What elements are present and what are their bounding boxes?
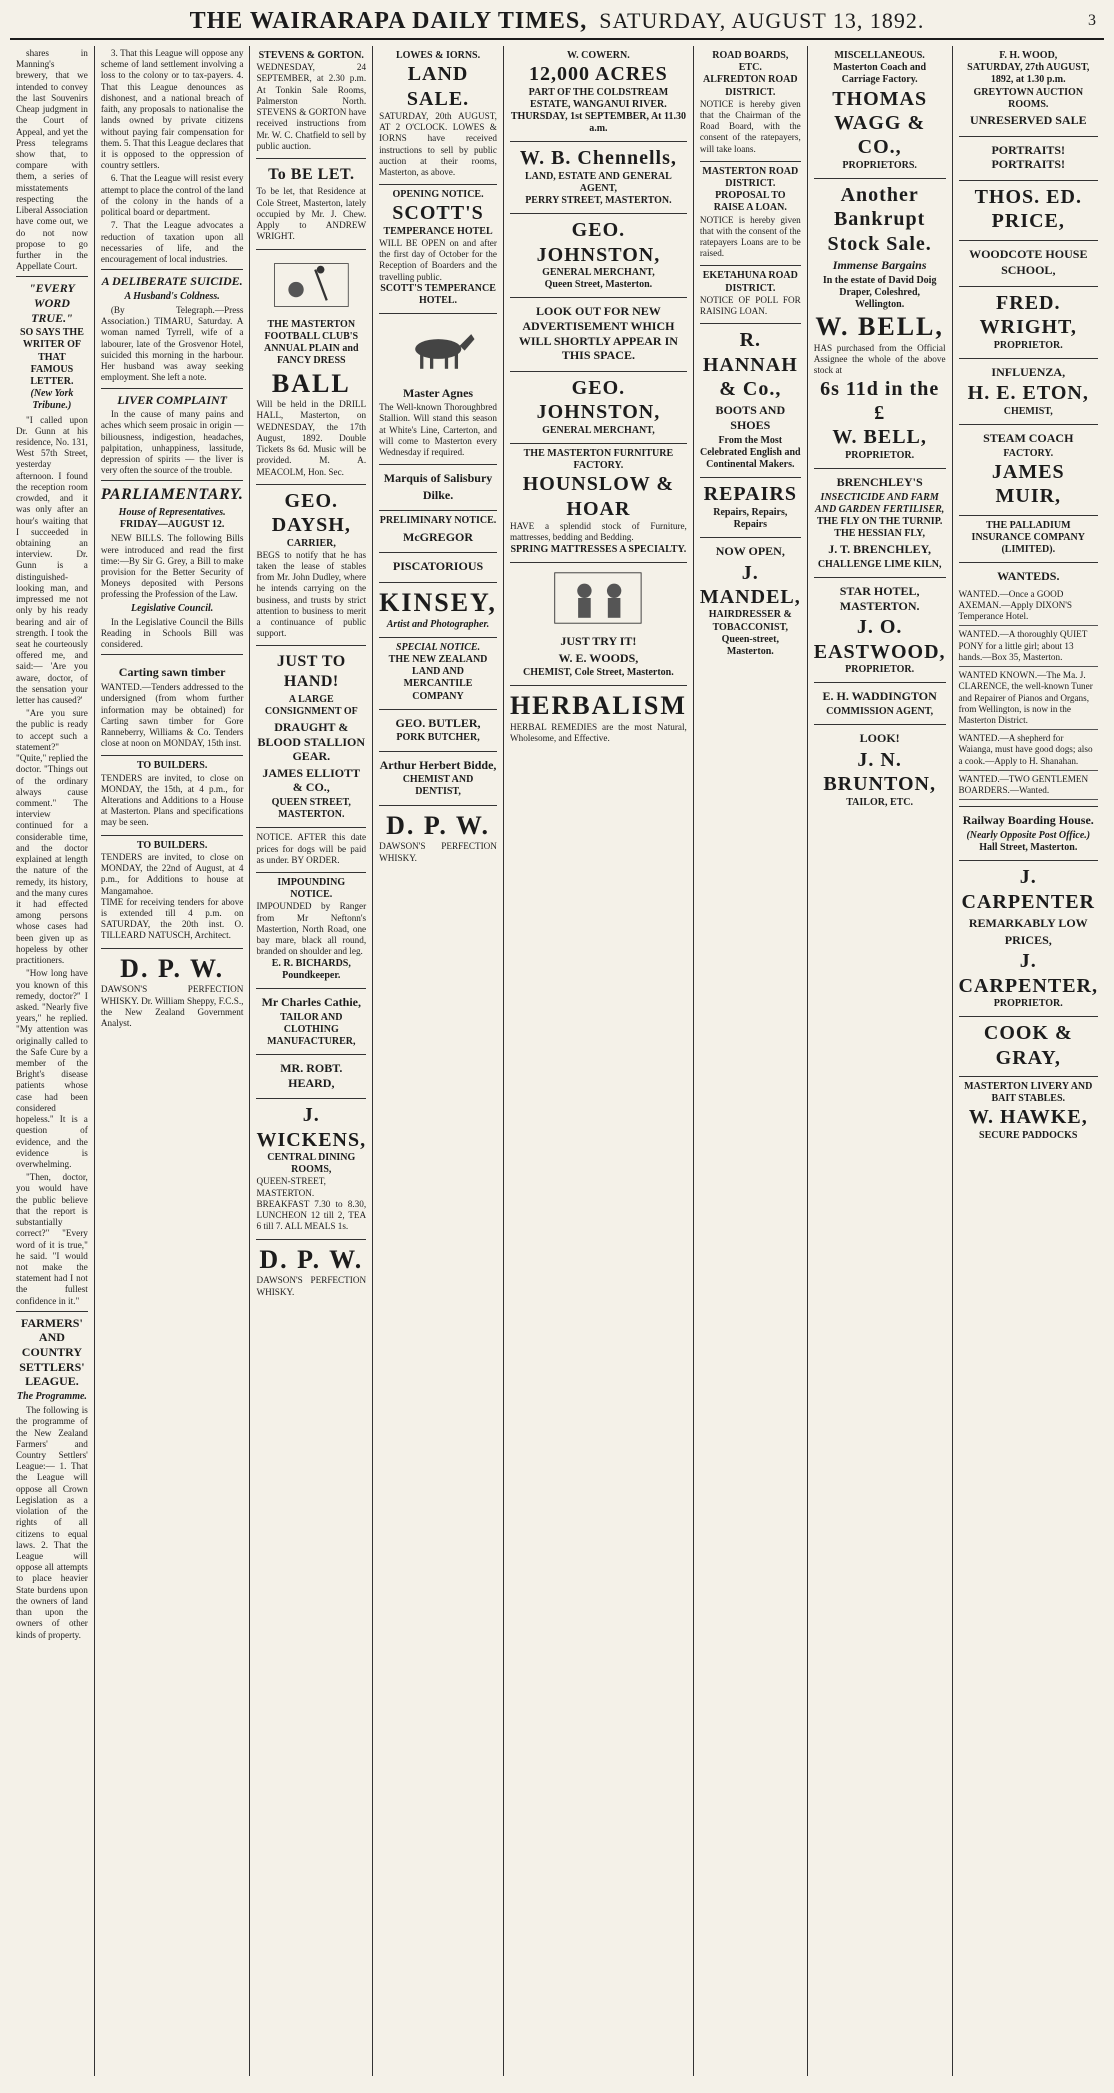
article-text: "Are you sure the public is ready to accept such a statement?" "Quite," replied the doctor. "Things out of the ordinary always cause comment." The interview continued for a considerable time, and the doctor explained at length the nature of the remedy, its history, and the many cures it had effected among persons whose cases had been given up as hopeless by other practitioners. bbox=[16, 708, 88, 966]
ad-display: THOMAS WAGG & CO., bbox=[832, 87, 928, 159]
ad-bidde bbox=[379, 752, 497, 806]
ad-heading: THE PALLADIUM INSURANCE COMPANY (LIMITED). bbox=[971, 519, 1085, 555]
ad-subheading: Masterton Coach and Carriage Factory. bbox=[833, 62, 927, 86]
ad-subheading: INSECTICIDE AND FARM AND GARDEN FERTILISER, bbox=[815, 491, 945, 515]
ad-display: GEO. JOHNSTON, bbox=[536, 376, 661, 424]
ad-text: WANTED.—Tenders addressed to the undersigned (from whom further information may be obtained) for Carting sawn timber for Gore Ranneberry, Williams & Co. Tenders close at noon on MONDAY, 15th inst. bbox=[100, 682, 244, 749]
ad-hawke bbox=[959, 1077, 1098, 1148]
ad-text: The Well-known Thoroughbred Stallion. Will stand this season at White's Line, Carterton, and will come to Masterton every Wednesday if required. bbox=[379, 402, 497, 458]
ad-text: Queen-street, Masterton. bbox=[721, 633, 779, 657]
ad-text: HAS purchased from the Official Assignee the whole of the above stock at bbox=[813, 343, 946, 376]
ad-subheading: PART OF THE COLDSTREAM ESTATE, WANGANUI RIVER. bbox=[528, 86, 669, 110]
ad-heading: Dilke. bbox=[422, 487, 454, 502]
article-heading: LIVER COMPLAINT bbox=[117, 392, 227, 407]
issue-date: SATURDAY, AUGUST 13, 1892. bbox=[599, 8, 925, 33]
ad-whisky bbox=[101, 949, 244, 1036]
ad-johnston bbox=[510, 214, 687, 298]
ad-text: NOTICE is hereby given that with the consent of the ratepayers Loans are to be raised. bbox=[699, 214, 801, 259]
ad-text: WILL BE OPEN on and after the first day of October for the Reception of Boarders and the travelling public. bbox=[379, 238, 497, 282]
ad-display: GEO. JOHNSTON, bbox=[536, 219, 661, 266]
ad-kinsey bbox=[379, 583, 497, 638]
ad-display: W. BELL, bbox=[815, 312, 944, 342]
ad-tenders bbox=[101, 756, 244, 835]
ad-text: E. R. BICHARDS, Poundkeeper. bbox=[271, 957, 351, 981]
ad-heading: LOWES & IORNS. bbox=[395, 50, 481, 61]
ad-display: KINSEY, bbox=[379, 587, 497, 617]
ad-heading: STAR HOTEL, MASTERTON. bbox=[839, 584, 920, 613]
ad-muir bbox=[959, 425, 1098, 516]
ad-heading: Master Agnes bbox=[402, 385, 474, 400]
ad-herbalism bbox=[510, 686, 687, 750]
ad-carpenter bbox=[959, 861, 1098, 1017]
ad-text: NOTICE OF POLL FOR RAISING LOAN. bbox=[699, 294, 801, 317]
ad-subheading: PORK BUTCHER, bbox=[396, 732, 480, 744]
wanted-item: WANTED.—A thoroughly QUIET PONY for a little girl; about 13 hands.—Box 35, Masterton. bbox=[959, 626, 1098, 667]
ad-stallion bbox=[379, 314, 497, 465]
ad-furniture bbox=[510, 444, 687, 563]
ad-scotts bbox=[379, 185, 497, 314]
ad-bankrupt bbox=[814, 179, 946, 469]
ad-text: NOTICE. AFTER this date prices for dogs will be paid as under. BY ORDER. bbox=[256, 832, 367, 865]
ad-tenders bbox=[101, 836, 244, 949]
ad-cook-gray bbox=[959, 1017, 1098, 1077]
wanted-item: WANTED.—A shepherd for Waianga, must have good dogs; also a cook.—Apply to H. Shanahan. bbox=[959, 730, 1098, 771]
column-7 bbox=[808, 46, 953, 2076]
ad-heading: LOOK! bbox=[859, 731, 900, 746]
ad-heading: W. COWERN. bbox=[567, 50, 630, 61]
council-heading: Legislative Council. bbox=[131, 602, 214, 614]
ad-heading: F. H. WOOD, bbox=[999, 50, 1058, 61]
ad-text: Queen Street, Masterton. bbox=[544, 279, 653, 291]
column-2 bbox=[95, 46, 251, 2076]
ad-heading: MISCELLANEOUS. bbox=[834, 50, 925, 61]
article-text: 6. That the League will resist every attempt to place the control of the land of the colony in the hands of a political board or department. bbox=[100, 173, 244, 218]
ad-subheading: ALFREDTON ROAD DISTRICT. bbox=[703, 74, 798, 98]
ad-heading: WANTEDS. bbox=[997, 569, 1060, 584]
article-text: shares in Manning's brewery, that we intended to convey the last Souvenirs Cheap judgment in the Court of Appeal, and yet the Press telegrams show that, to compare with them, a series of misstatements respecting the Liberal Association have come out, we do not now propose to go further in the Appellate Court. bbox=[16, 48, 88, 272]
ad-heading: BRENCHLEY'S bbox=[836, 475, 923, 490]
ad-heading: Immense Bargains bbox=[832, 258, 927, 273]
article-source: (New York Tribune.) bbox=[30, 388, 74, 412]
ad-text: PROPRIETOR. bbox=[845, 664, 915, 676]
ad-subheading: A LARGE CONSIGNMENT OF bbox=[264, 693, 358, 717]
ad-butler bbox=[379, 710, 497, 752]
ad-text: GREYTOWN AUCTION ROOMS. bbox=[973, 86, 1084, 110]
ad-hannah bbox=[700, 324, 801, 478]
ad-text: From the Most Celebrated English and Continental Makers. bbox=[700, 434, 801, 471]
ad-display: JAMES MUIR, bbox=[991, 460, 1065, 508]
ad-text: DAWSON'S PERFECTION WHISKY. bbox=[379, 841, 497, 863]
ad-wood bbox=[959, 46, 1098, 137]
article-text: In the cause of many pains and aches which seem prosaic in origin — biliousness, indigestion, headaches, palpitation, unhappiness, lassitude, depression of spirits — the liver is very often the source of the trouble. bbox=[100, 409, 244, 476]
council-text: In the Legislative Council the Bills Reading in Schools Bill was considered. bbox=[100, 616, 244, 650]
article-subheading: A Husband's Coldness. bbox=[124, 290, 220, 302]
cartoon-illustration bbox=[536, 571, 660, 625]
ad-display: FRED. WRIGHT, bbox=[979, 291, 1077, 339]
ad-display: R. HANNAH & Co., bbox=[702, 329, 798, 401]
ad-display: J. CARPENTER bbox=[961, 866, 1095, 913]
ad-brunton bbox=[814, 725, 946, 815]
ad-chennells bbox=[510, 142, 687, 214]
ad-text: Repairs, Repairs, Repairs bbox=[713, 506, 788, 530]
ad-heading: PROPOSAL TO RAISE A LOAN. bbox=[713, 190, 787, 214]
horse-illustration bbox=[397, 322, 479, 376]
ad-display: J. MANDEL, bbox=[699, 561, 801, 609]
parliament-heading: PARLIAMENTARY. bbox=[100, 486, 244, 504]
ad-display: REPAIRS bbox=[703, 483, 797, 506]
ad-display: D. P. W. bbox=[120, 953, 225, 983]
ad-johnston bbox=[510, 372, 687, 444]
ad-road-boards bbox=[700, 46, 801, 162]
ad-piscatorious bbox=[379, 553, 497, 583]
masthead bbox=[10, 8, 1104, 40]
ad-subheading: LAND, ESTATE AND GENERAL AGENT, bbox=[524, 170, 672, 194]
ad-cathie bbox=[256, 989, 366, 1055]
article-text: "I called upon Dr. Gunn at his residence, No. 131, West 57th Street, yesterday afternoon. I found the reception room crowded, and it was only after an hour's waiting that I succeeded in obtaining an interview. Dr. Gunn is a distinguished-looking man, and impressed me not only by his ready bearing and air of strength. I took the seat he courteously offered me, and said:— 'Are you aware, doctor, of the sensation your letter has caused?' bbox=[16, 414, 88, 706]
ad-text: SECURE PADDOCKS bbox=[979, 1129, 1078, 1141]
ad-subheading: JAMES ELLIOTT & CO., bbox=[262, 765, 361, 795]
ad-display: J. CARPENTER, bbox=[958, 950, 1098, 997]
ad-price bbox=[959, 181, 1098, 241]
ad-to-let bbox=[256, 159, 366, 250]
ad-subheading: HAIRDRESSER & TOBACCONIST, bbox=[708, 609, 792, 633]
ad-subheading: TEMPERANCE HOTEL bbox=[383, 225, 493, 237]
ad-text: QUEEN-STREET, MASTERTON. BREAKFAST 7.30 to 8.30, LUNCHEON 12 till 2, TEA 6 till 7. ALL MEALS 1s. bbox=[256, 1176, 367, 1232]
article-heading: "EVERY WORD TRUE." bbox=[29, 281, 75, 325]
ad-text: To be let, that Residence at Cole Street, Masterton, lately occupied by Mr. J. Chew. Apply to ANDREW WRIGHT. bbox=[256, 186, 367, 242]
ad-heading: IMPOUNDING NOTICE. bbox=[277, 877, 346, 901]
ad-woodcote bbox=[959, 241, 1098, 287]
ad-subheading: GENERAL MERCHANT, bbox=[542, 424, 655, 436]
ad-text: HAVE a splendid stock of Furniture, mattresses, bedding and Bedding. bbox=[509, 521, 687, 543]
ad-heading: To BE LET. bbox=[268, 165, 355, 183]
ad-display: Another Bankrupt Stock Sale. bbox=[827, 183, 932, 255]
ad-subheading: CHEMIST AND DENTIST, bbox=[402, 774, 474, 798]
ad-heading: J. T. BRENCHLEY, bbox=[828, 542, 932, 557]
ad-text: THE HESSIAN FLY, bbox=[834, 528, 925, 540]
column-1 bbox=[10, 46, 95, 2076]
ad-display: J. WICKENS, bbox=[256, 1104, 367, 1151]
ad-text: In the estate of David Doig Draper, Coleshred, Wellington. bbox=[822, 274, 937, 311]
ad-marquis bbox=[379, 465, 497, 511]
ad-display: W. HAWKE, bbox=[968, 1106, 1088, 1129]
ad-heading: SCHOOL, bbox=[1001, 263, 1056, 278]
ad-heading: INFLUENZA, bbox=[991, 364, 1066, 379]
column-6 bbox=[694, 46, 808, 2076]
ad-elliott bbox=[256, 646, 366, 828]
ad-display: THOS. ED. PRICE, bbox=[974, 185, 1082, 233]
ad-lookout bbox=[510, 298, 687, 372]
column-8 bbox=[953, 46, 1104, 2076]
ad-text: QUEEN STREET, MASTERTON. bbox=[271, 797, 351, 821]
ad-wanteds bbox=[959, 563, 1098, 807]
ad-text: PROPRIETOR. bbox=[993, 998, 1063, 1010]
ad-text: NOTICE is hereby given that the Chairman of the Road Board, with the consent of the ratepayers, will take loans. bbox=[699, 98, 801, 154]
ad-text: SATURDAY, 27th AUGUST, 1892, at 1.30 p.m. bbox=[967, 62, 1090, 86]
ad-text: Will be held in the DRILL HALL, Masterton, on WEDNESDAY, the 17th August, 1892. Double Tickets 8s 6d. Music will be provided. M. A. MEACOLM, Hon. Sec. bbox=[256, 399, 367, 477]
page-number: 3 bbox=[1088, 12, 1096, 29]
ad-wright bbox=[959, 287, 1098, 359]
ad-eketahuna bbox=[700, 266, 801, 324]
ad-ball bbox=[256, 250, 366, 485]
ad-display: H. E. ETON, bbox=[967, 382, 1089, 405]
article-text: 3. That this League will oppose any scheme of land settlement involving a loss to the colony or to tax-payers. 4. That this League denounces as dishonest, and a national breach of faith, any proposals to nationalise the lands owned by private citizens without paying fair compensation for them. 5. That this League declares that it is opposed to the oppression of country settlers. bbox=[100, 48, 244, 171]
ad-display: D. P. W. bbox=[259, 1244, 364, 1274]
article-text: (By Telegraph.—Press Association.) TIMARU, Saturday. A woman named Tyrrell, wife of a labourer, late of the Grosvenor Hotel, suicided this morning in the harbour. Her husband was away seeking employment. She left a note. bbox=[100, 304, 244, 383]
ad-text: Hall Street, Masterton. bbox=[979, 842, 1078, 854]
ad-heading: WOODCOTE HOUSE bbox=[969, 246, 1088, 261]
ad-heading: PRELIMINARY NOTICE. bbox=[379, 515, 497, 527]
ad-palladium bbox=[959, 516, 1098, 564]
ad-heading: Mr Charles Cathie, bbox=[261, 994, 361, 1009]
ad-mcgregor bbox=[379, 511, 497, 553]
ad-text: THURSDAY, 1st SEPTEMBER, At 11.30 a.m. bbox=[510, 110, 686, 135]
ad-notice bbox=[256, 828, 366, 873]
article-text: "How long have you known of this remedy, doctor?" I asked. "Nearly five years," he replied. "My attention was originally called to the Safe Cure by a member of the Bright's disease patients whose case had been considered hopeless." It is a question of evidence, and the evidence is overwhelming. bbox=[16, 968, 88, 1169]
ad-text: TENDERS are invited, to close on MONDAY, the 22nd of August, at 4 p.m., for Additions to house at Mangamahoe. bbox=[100, 851, 244, 896]
ad-heading: JUST TRY IT! bbox=[560, 633, 637, 648]
ad-woods bbox=[510, 563, 687, 687]
ad-heading: MASTERTON LIVERY AND BAIT STABLES. bbox=[964, 1081, 1093, 1105]
ad-heading: Carting sawn timber bbox=[118, 665, 226, 680]
ad-text: DAWSON'S PERFECTION WHISKY. bbox=[256, 1275, 367, 1297]
league-heading: FARMERS' AND COUNTRY SETTLERS' LEAGUE. bbox=[19, 1315, 85, 1389]
columns bbox=[10, 46, 1104, 2076]
ad-portraits bbox=[959, 137, 1098, 181]
ad-text: PROPRIETORS. bbox=[842, 159, 917, 171]
column-5 bbox=[504, 46, 694, 2076]
ad-wickens bbox=[256, 1099, 366, 1239]
ad-whisky bbox=[379, 806, 497, 870]
ad-text: CHEMIST, bbox=[1003, 405, 1053, 417]
ad-display: SCOTT'S bbox=[392, 202, 484, 225]
ad-display: W. BELL, bbox=[832, 426, 927, 449]
article-heading: A DELIBERATE SUICIDE. bbox=[101, 274, 243, 289]
column-3 bbox=[250, 46, 373, 2076]
column-4 bbox=[373, 46, 504, 2076]
wanted-item: WANTED KNOWN.—The Ma. J. CLARENCE, the well-known Tuner and Repairer of Pianos and Organs, from Wellington, is now in the Masterton District. bbox=[959, 667, 1098, 730]
ad-display: HERBALISM bbox=[509, 691, 687, 721]
ad-heading: EKETAHUNA ROAD DISTRICT. bbox=[702, 270, 798, 294]
ad-heading: UNRESERVED SALE bbox=[969, 112, 1087, 127]
ad-coach bbox=[814, 46, 946, 179]
ad-brenchley bbox=[814, 469, 946, 578]
ad-text: PERRY STREET, MASTERTON. bbox=[525, 195, 672, 207]
ad-subheading: ANNUAL PLAIN and FANCY DRESS bbox=[264, 343, 359, 367]
ad-land-sale bbox=[379, 46, 497, 185]
ad-heading: STEAM COACH bbox=[983, 431, 1074, 446]
article-text: "Then, doctor, you would have the public believe that the report is substantially correct?" "Every word of it is true," he said. "I would not make the statement had I not the fullest confidence in it." bbox=[16, 1172, 88, 1306]
ad-display: 12,000 ACRES bbox=[529, 63, 668, 86]
ad-display: BALL bbox=[271, 368, 351, 398]
ad-boarding bbox=[959, 807, 1098, 861]
ad-special bbox=[379, 638, 497, 710]
ad-heading: TO BUILDERS. bbox=[136, 839, 208, 851]
ad-heading: OPENING NOTICE. bbox=[392, 189, 484, 201]
ad-heading: TO BUILDERS. bbox=[136, 760, 208, 772]
football-illustration bbox=[273, 258, 350, 312]
league-text: The following is the programme of the New Zealand Farmers' and Country Settlers' League:— 1. That the League will oppose all Crown Legislation as a violation of the rights of all citizens to equal laws. 2. That the League will oppose all attempts to place heavier State burdens upon the owners of land than upon the owners of other kinds of property. bbox=[16, 1405, 88, 1640]
ad-gorton bbox=[256, 46, 366, 159]
ad-cowern bbox=[510, 46, 687, 142]
ad-display: D. P. W. bbox=[386, 810, 490, 840]
article-text: 7. That the League advocates a reduction of taxation upon all necessaries of life, and the encouragement of local industries. bbox=[100, 220, 244, 264]
ad-heading: REMARKABLY LOW bbox=[968, 916, 1088, 931]
ad-text: SPRING MATTRESSES A SPECIALTY. bbox=[510, 543, 687, 555]
ad-text: SATURDAY, 20th AUGUST, AT 2 O'CLOCK. LOWES & IORNS have received instructions to sell by public auction at their rooms, Masterton, as above. bbox=[379, 110, 497, 178]
ad-heading: E. H. WADDINGTON bbox=[822, 689, 937, 704]
ad-subheading: FACTORY. bbox=[1003, 447, 1054, 459]
ad-daysh bbox=[256, 485, 366, 647]
ad-heading: Marquis of Salisbury bbox=[383, 471, 493, 486]
ad-display: W. B. Chennells, bbox=[519, 147, 677, 170]
ad-heading: MR. ROBT. HEARD, bbox=[280, 1061, 343, 1090]
ad-subheading: (Nearly Opposite Post Office.) bbox=[966, 829, 1091, 841]
ad-heading: Railway Boarding House. bbox=[962, 813, 1094, 828]
ad-text: PROPRIETOR. bbox=[845, 449, 915, 461]
ad-heading: W. E. WOODS, bbox=[558, 650, 639, 665]
newspaper-title: THE WAIRARAPA DAILY TIMES, bbox=[189, 8, 588, 34]
ad-heading: GEO. BUTLER, bbox=[395, 715, 481, 730]
ad-display: 6s 11d in the £ bbox=[820, 377, 940, 425]
ad-whisky bbox=[256, 1240, 366, 1304]
parliament-date: FRIDAY—AUGUST 12. bbox=[119, 519, 225, 531]
ad-heading: PISCATORIOUS bbox=[392, 559, 484, 574]
ad-text: TENDERS are invited, to close on MONDAY, the 15th, at 4 p.m., for Alterations and Additions to a House at Masterton. Plans and specifications may be seen. bbox=[100, 772, 244, 828]
ad-subheading: CENTRAL DINING ROOMS, bbox=[267, 1152, 356, 1176]
parliament-subheading: House of Representatives. bbox=[118, 506, 226, 518]
ad-subheading: TAILOR AND CLOTHING MANUFACTURER, bbox=[267, 1011, 356, 1047]
ad-text: WEDNESDAY, 24 SEPTEMBER, at 2.30 p.m. At Tonkin Sale Rooms, Palmerston North. STEVENS & GORTON have received instructions from Mr. W. C. Chatfield to sell by public auction. bbox=[256, 62, 367, 151]
parliament-text: NEW BILLS. The following Bills were introduced and read the first time:—By Sir G. Grey, a Bill to make provision for the Better Security of Moneys deposited with Persons professing the Profession of the Law. bbox=[100, 533, 244, 600]
wanted-item: WANTED.—TWO GENTLEMEN BOARDERS.—Wanted. bbox=[959, 771, 1098, 800]
ad-subheading: MASTERTON ROAD DISTRICT. bbox=[702, 165, 799, 190]
ad-heading: THE MASTERTON FOOTBALL CLUB'S bbox=[264, 318, 359, 342]
ad-subheading: GENERAL MERCHANT, bbox=[542, 267, 655, 279]
ad-heading: McGREGOR bbox=[403, 529, 474, 544]
ad-eton bbox=[959, 359, 1098, 425]
ad-heading: PRICES, bbox=[1004, 932, 1052, 947]
ad-subheading: CARRIER, bbox=[286, 537, 336, 549]
ad-display: LAND SALE. bbox=[406, 63, 470, 110]
ad-mandel bbox=[700, 538, 801, 664]
league-subheading: The Programme. bbox=[16, 1390, 87, 1402]
ad-heading: JUST TO HAND! bbox=[276, 653, 346, 690]
ad-heading: ROAD BOARDS, ETC. bbox=[712, 50, 789, 74]
ad-heading: THE MASTERTON FURNITURE FACTORY. bbox=[523, 447, 674, 472]
ad-display: GEO. DAYSH, bbox=[271, 489, 351, 537]
ad-repairs bbox=[700, 478, 801, 538]
ad-text: SCOTT'S TEMPERANCE HOTEL. bbox=[380, 282, 496, 307]
ad-text: HERBAL REMEDIES are the most Natural, Wholesome, and Effective. bbox=[509, 722, 687, 744]
wanted-item: WANTED.—Once a GOOD AXEMAN.—Apply DIXON'S Temperance Hotel. bbox=[959, 586, 1098, 627]
ad-star-hotel bbox=[814, 578, 946, 683]
ad-text: BEGS to notify that he has taken the lease of stables from Mr. John Dudley, where he intends carrying on the business, and trusts by strict attention to business to merit a continuance of public support. bbox=[256, 549, 367, 639]
ad-subheading: COMMISSION AGENT, bbox=[826, 706, 934, 718]
ad-text: IMPOUNDED by Ranger from Mr Neftonn's Mastertion, North Road, one bay mare, black all round, branded on shoulder and leg. bbox=[256, 901, 367, 957]
ad-subheading: CHEMIST, Cole Street, Masterton. bbox=[523, 667, 674, 679]
ad-text: THE FLY ON THE TURNIP. bbox=[816, 516, 943, 528]
ad-heading: STEVENS & GORTON. bbox=[258, 50, 364, 61]
article-subheading: SO SAYS THE WRITER OF THAT FAMOUS LETTER. bbox=[19, 327, 84, 387]
ad-text: TIME for receiving tenders for above is extended till 4 p.m. on SATURDAY, the 20th inst. O. TILLEARD NATUSCH, Architect. bbox=[100, 896, 244, 941]
ad-display: COOK & GRAY, bbox=[983, 1022, 1073, 1069]
ad-impound bbox=[256, 873, 366, 989]
ad-text: DAWSON'S PERFECTION WHISKY. Dr. William Sheppy, F.C.S., the New Zealand Government Analyst. bbox=[100, 984, 244, 1029]
ad-text: LOOK OUT FOR NEW ADVERTISEMENT WHICH WILL SHORTLY APPEAR IN THIS SPACE. bbox=[518, 304, 678, 363]
ad-text: THE NEW ZEALAND LAND AND MERCANTILE COMPANY bbox=[388, 654, 488, 702]
ad-display: J. O. EASTWOOD, bbox=[813, 616, 946, 663]
ad-carting bbox=[101, 659, 244, 756]
ad-heading: SPECIAL NOTICE. bbox=[395, 641, 481, 653]
ad-display: J. N. BRUNTON, bbox=[823, 748, 936, 796]
ad-heading: BOOTS AND SHOES bbox=[715, 403, 786, 433]
ad-waddington bbox=[814, 683, 946, 725]
ad-heading: PORTRAITS! PORTRAITS! bbox=[991, 142, 1066, 172]
ad-road-loan bbox=[700, 162, 801, 267]
ad-heard bbox=[256, 1055, 366, 1099]
ad-heading: NOW OPEN, bbox=[715, 544, 785, 559]
ad-text: PROPRIETOR. bbox=[993, 339, 1063, 351]
ad-subheading: DRAUGHT & BLOOD STALLION GEAR. bbox=[257, 719, 366, 764]
ad-text: CHALLENGE LIME KILN, bbox=[817, 559, 942, 571]
ad-subheading: TAILOR, ETC. bbox=[846, 796, 914, 808]
ad-display: HOUNSLOW & HOAR bbox=[522, 473, 675, 520]
ad-subheading: Artist and Photographer. bbox=[386, 618, 490, 630]
ad-heading: Arthur Herbert Bidde, bbox=[379, 757, 497, 772]
